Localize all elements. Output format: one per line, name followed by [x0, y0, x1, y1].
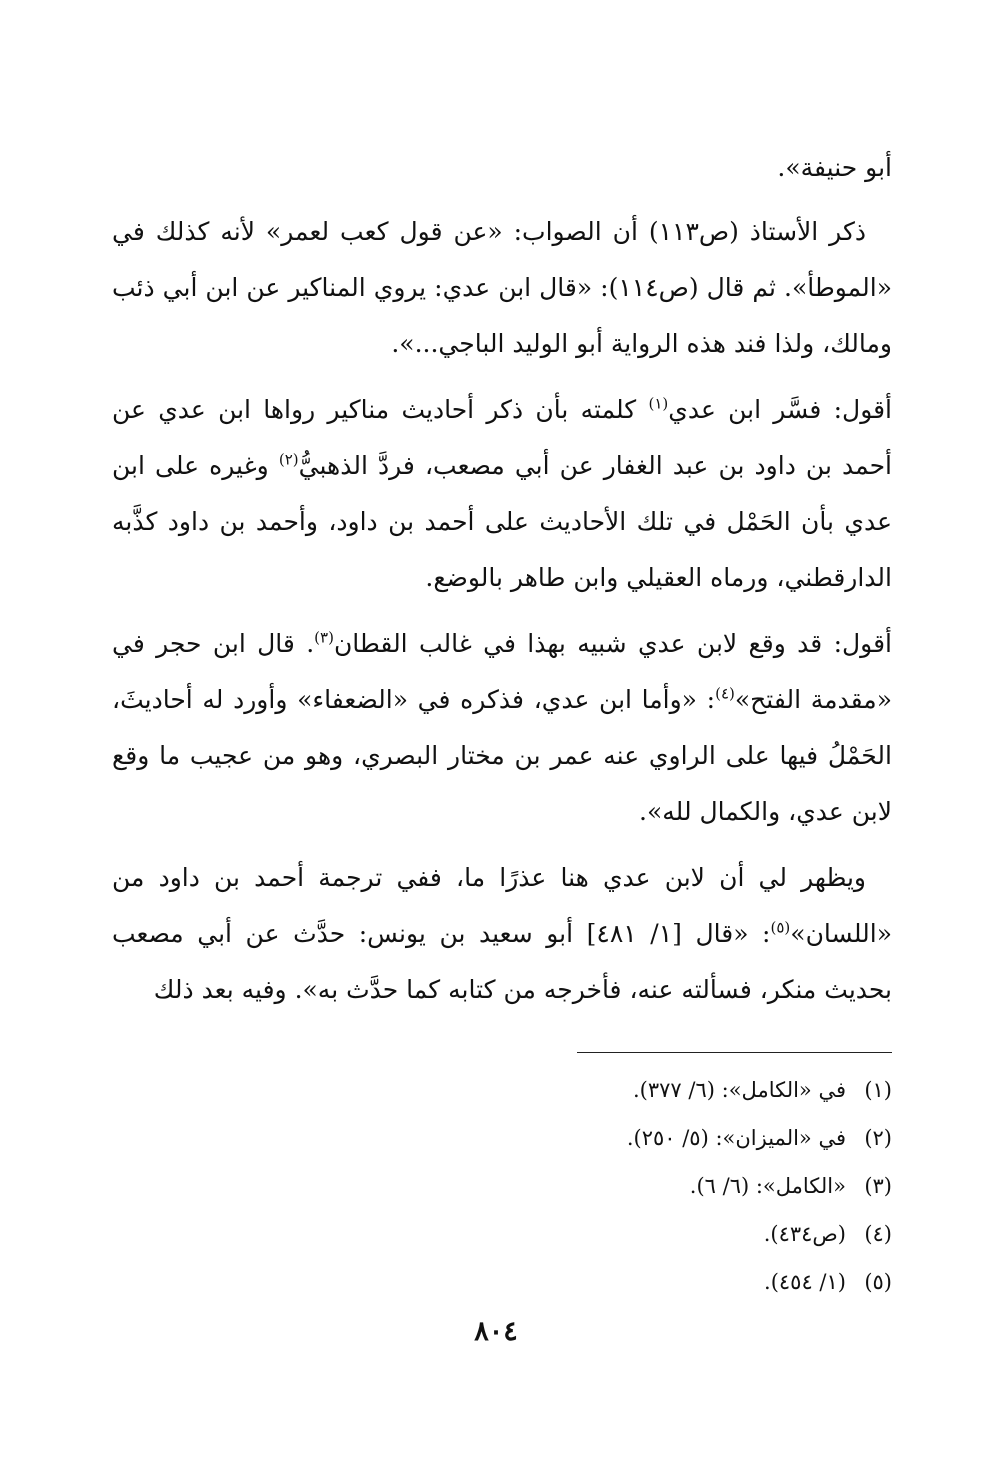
- footnote-number: (٢): [864, 1126, 892, 1150]
- footnote-number: (٥): [864, 1270, 892, 1294]
- footnotes: [112, 1066, 892, 1306]
- footnote-ref-5[interactable]: (٥): [770, 918, 791, 937]
- footnote-text: «الكامل»: (٦/ ٦).: [689, 1174, 846, 1198]
- footnote-separator: [577, 1052, 892, 1053]
- footnote-number: (١): [864, 1078, 892, 1102]
- footnote-2: [112, 1114, 892, 1162]
- footnote-text: في «الميزان»: (٥/ ٢٥٠).: [626, 1126, 846, 1150]
- footnote-text: (١/ ٤٥٤).: [764, 1270, 846, 1294]
- footnote-1: [112, 1066, 892, 1114]
- footnote-ref-1[interactable]: (١): [648, 394, 669, 413]
- footnote-number: (٤): [864, 1222, 892, 1246]
- footnote-ref-2[interactable]: (٢): [278, 450, 299, 469]
- footnote-text: في «الكامل»: (٦/ ٣٧٧).: [632, 1078, 846, 1102]
- footnote-number: (٣): [864, 1174, 892, 1198]
- footnote-text: (ص٤٣٤).: [763, 1222, 846, 1246]
- paragraph-3: أقول: فسَّر ابن عدي$^{(١)}$ كلمته بأن ذكر أحاديث مناكير رواها ابن عدي عن أحمد بن داود بن عبد الغفار عن أبي مصعب، فردَّ الذهبيُّ$^{(٢)}$ وغيره على ابن عدي بأن الحَمْل في تلك الأحاديث على أحمد بن داود، وأحمد بن داود كذَّبه الدارقطني، ورماه العقيلي وابن طاهر بالوضع.: [112, 394, 892, 592]
- paragraph-1: أبو حنيفة».: [777, 153, 892, 182]
- footnote-5: [112, 1258, 892, 1306]
- footnote-4: [112, 1210, 892, 1258]
- paragraph-4: أقول: قد وقع لابن عدي شبيه بهذا في غالب القطان$^{(٣)}$. قال ابن حجر في «مقدمة الفتح»$^{(٤)}$: «وأما ابن عدي، فذكره في «الضعفاء» وأورد له أحاديثَ، الحَمْلُ فيها على الراوي عنه عمر بن مختار البصري، وهو من عجيب ما وقع لابن عدي، والكمال لله».: [112, 628, 892, 826]
- paragraph-2: ذكر الأستاذ (ص١١٣) أن الصواب: «عن قول كعب لعمر» لأنه كذلك في «الموطأ». ثم قال (ص١١٤): «قال ابن عدي: يروي المناكير عن ابن أبي ذئب ومالك، ولذا فند هذه الرواية أبو الوليد الباجي...».: [112, 217, 892, 358]
- footnote-ref-4[interactable]: (٤): [715, 684, 735, 703]
- paragraph-5: ويظهر لي أن لابن عدي هنا عذرًا ما، ففي ترجمة أحمد بن داود من «اللسان»$^{(٥)}$: «قال [١/ ٤٨١] أبو سعيد بن يونس: حدَّث عن أبي مصعب بحديث منكر، فسألته عنه، فأخرجه من كتابه كما حدَّث به». وفيه بعد ذلك: [112, 863, 892, 1004]
- page-number: ٨٠٤: [474, 1316, 518, 1347]
- main-text: [112, 140, 892, 1028]
- footnote-ref-3[interactable]: (٣): [314, 628, 334, 647]
- footnote-3: [112, 1162, 892, 1210]
